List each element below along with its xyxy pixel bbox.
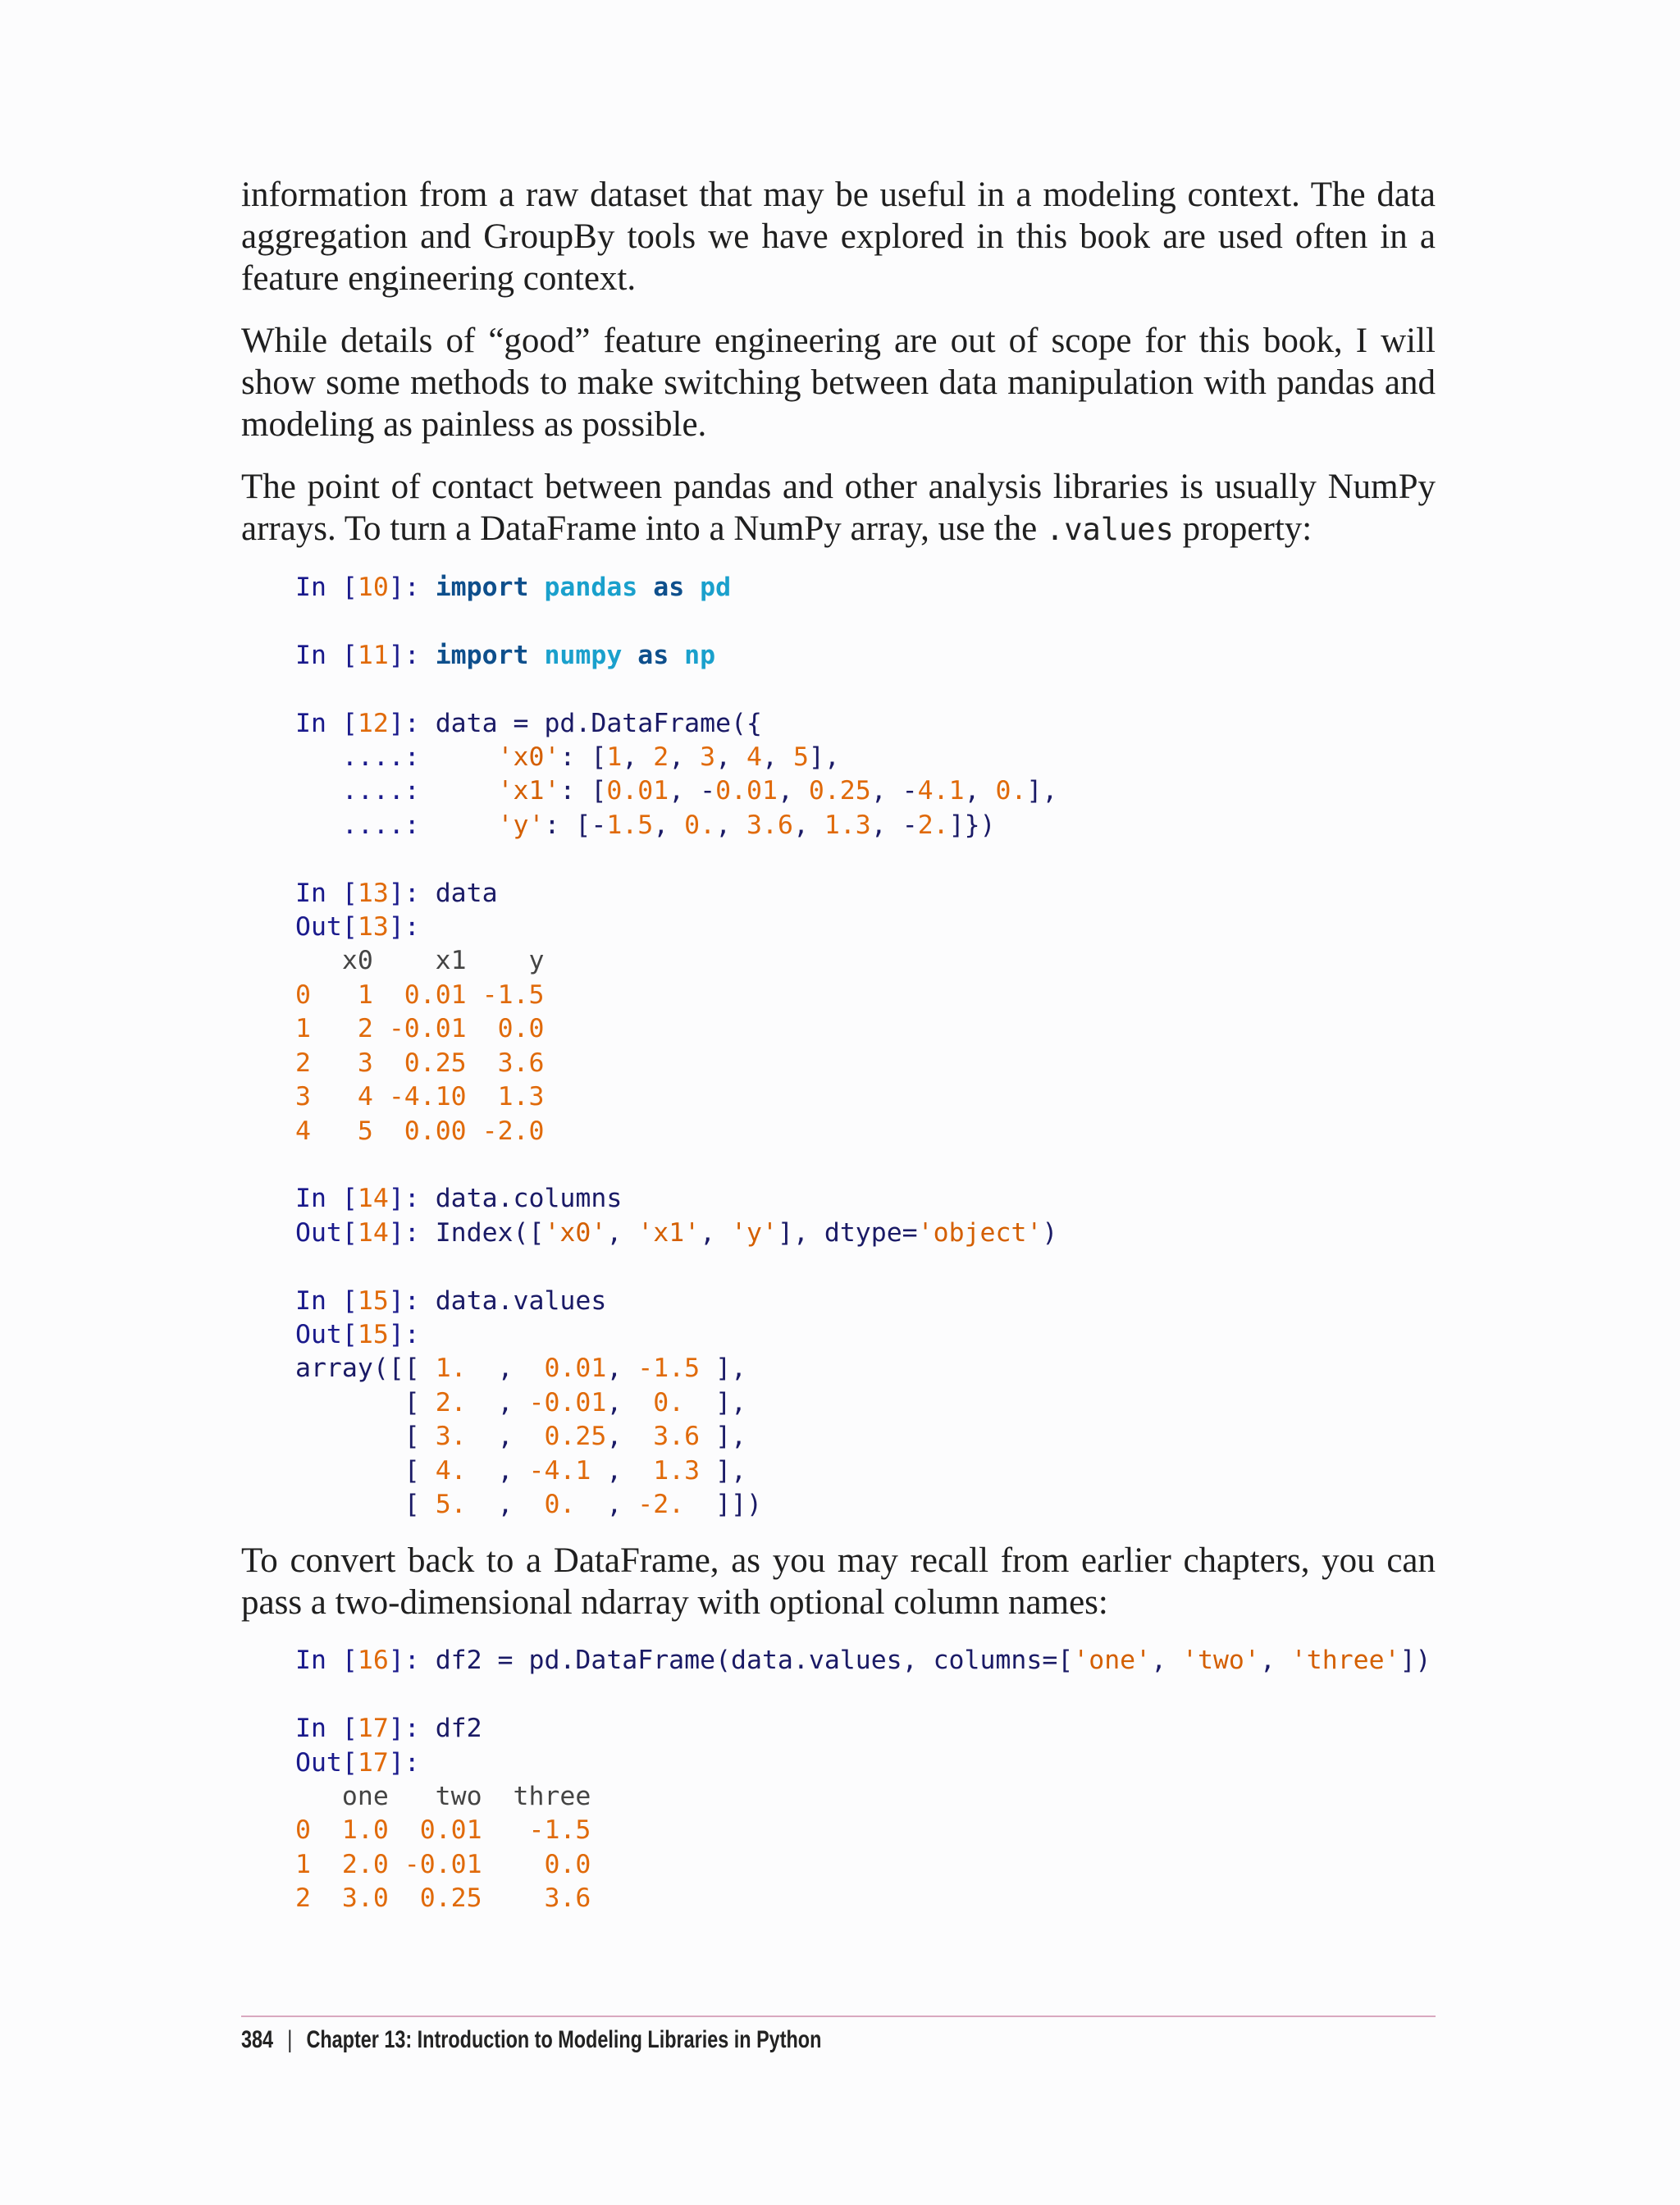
paragraph-3-text-b: property:: [1173, 509, 1312, 548]
prompt-out-13: Out[13]:: [295, 912, 420, 943]
prompt-in-15: In [15]:: [295, 1285, 436, 1316]
prompt-in-11: In [11]:: [295, 640, 436, 670]
paragraph-1: information from a raw dataset that may be useful in a modeling context. The data aggregation and GroupBy tools we have explored in this book are used often in a feature engineering context.: [241, 176, 1436, 298]
paragraph-3-text-a: The point of contact between pandas and other analysis libraries is usually NumPy arrays. To turn a DataFrame into a NumPy array, use the: [241, 468, 1436, 548]
prompt-in-17: In [17]:: [295, 1714, 436, 1744]
code-block-2: In [16]: df2 = pd.DataFrame(data.values, columns=['one', 'two', 'three']) In [17]: df2 Out[17]: one two three 0 1.0 0.01 -1.5 1 2.0 -0.01 0.0 2 3.0 0.25 3.6: [295, 1646, 1431, 1914]
prompt-out-17: Out[17]:: [295, 1747, 420, 1778]
page-footer: [241, 2026, 821, 2054]
prompt-in-16: In [16]:: [295, 1646, 436, 1676]
paragraph-3: [241, 466, 1436, 550]
code-block-1: In [10]: import pandas as pd In [11]: import numpy as np In [12]: data = pd.DataFrame({ ....: 'x0': [1, 2, 3, 4, 5], ....: 'x1': [0.01, -0.01, 0.25, -4.1, 0.], ....: 'y': [-1.5, 0., 3.6, 1.3, -2.]}) In [13]: data Out[13]: x0 x1 y 0 1 0.01 -1.5 1 2 -0.01 0.0 2 3 0.25 3.6 3 4 -4.10 1.3 4 5 0.00 -2.0 In [14]: data.columns Out[14]: Index(['x0', 'x1', 'y'], dtype='object') In [15]: data.values Out[15]: array([[ 1. , 0.01, -1.5 ], [ 2. , -0.01, 0. ], [ 3. , 0.25, 3.6 ], [ 4. , -4.1 , 1.3 ], [ 5. , 0. , -2. ]]): [295, 573, 1058, 1519]
paragraph-2: While details of “good” feature engineering are out of scope for this book, I will show some methods to make switching between data manipulation with pandas and modeling as painless as possible.: [241, 322, 1436, 444]
prompt-in-12: In [12]:: [295, 708, 436, 738]
prompt-out-14: Out[14]:: [295, 1217, 436, 1248]
footer-rule: [241, 2016, 1436, 2017]
footer-separator: |: [287, 2026, 293, 2053]
chapter-title: Chapter 13: Introduction to Modeling Libraries in Python: [306, 2026, 822, 2053]
prompt-in-14: In [14]:: [295, 1184, 436, 1214]
prompt-out-15: Out[15]:: [295, 1319, 420, 1349]
prompt-in-10: In [10]:: [295, 573, 436, 602]
page-content: [241, 174, 1436, 1916]
paragraph-4: To convert back to a DataFrame, as you may recall from earlier chapters, you can pass a two-dimensional ndarray with optional column names:: [241, 1541, 1436, 1623]
page-number: 384: [241, 2026, 274, 2053]
prompt-in-13: In [13]:: [295, 878, 436, 908]
inline-code-values: .values: [1045, 512, 1174, 547]
